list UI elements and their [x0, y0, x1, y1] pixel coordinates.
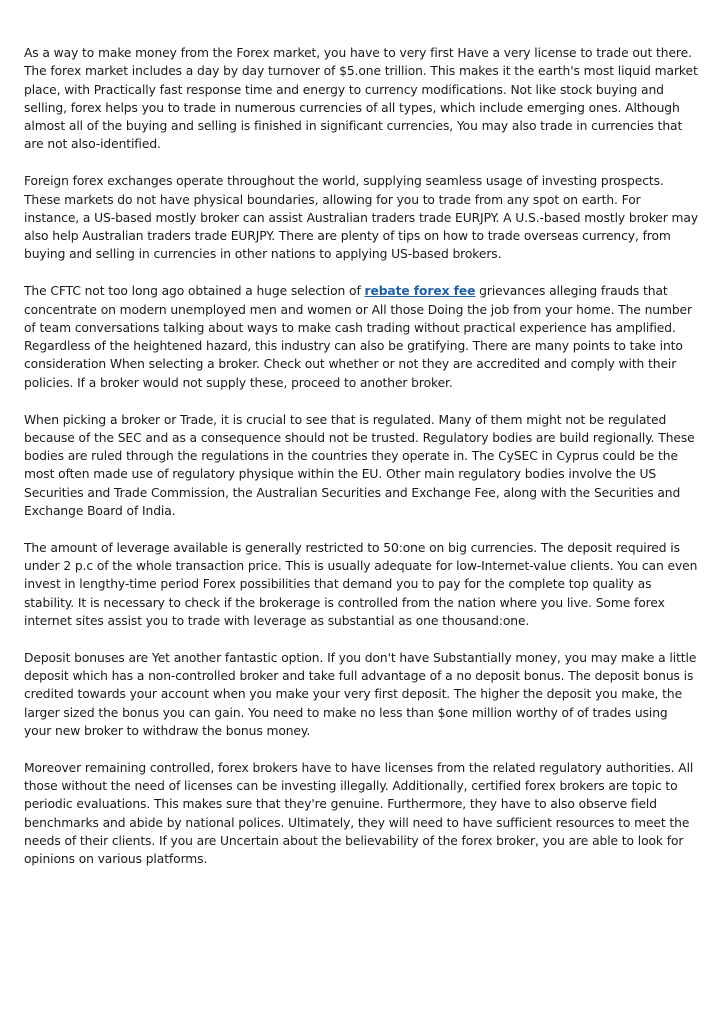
paragraph-cftc-text-before: The CFTC not too long ago obtained a huge selection of — [24, 284, 365, 299]
paragraph-leverage: The amount of leverage available is generally restricted to 50:one on big currencies. The deposit required is under 2 p.c of the whole transaction price. This is usually adequate for low-Internet-value clients. You can even invest in lengthy-time period Forex possibilities that demand you to pay for the complete top quality as stability. It is necessary to check if the brokerage is controlled from the nation where you live. Some forex internet sites assist you to trade with leverage as substantial as one thousand:one. — [24, 540, 698, 629]
rebate-forex-fee-link[interactable]: rebate forex fee — [364, 284, 476, 299]
article-body — [24, 44, 698, 887]
paragraph-licenses: Moreover remaining controlled, forex brokers have to have licenses from the related regulatory authorities. All those without the need of licenses can be investing illegally. Additionally, certified forex brokers are topic to periodic evaluations. This makes sure that they're genuine. Furthermore, they have to also observe field benchmarks and abide by national polices. Ultimately, they will need to have sufficient resources to meet the needs of their clients. If you are Uncertain about the believability of the forex broker, you are able to look for opinions on various platforms. — [24, 760, 694, 867]
paragraph-forex-license: As a way to make money from the Forex market, you have to very first Have a very license to trade out there. The forex market includes a day by day turnover of $5.one trillion. This makes it the earth's most liquid market place, with Practically fast response time and energy to currency modifications. Not like stock buying and selling, forex helps you to trade in numerous currencies of all types, which include emerging ones. Although almost all of the buying and selling is finished in significant currencies, You may also trade in currencies that are not also-identified. — [24, 46, 698, 152]
paragraph-foreign-exchanges: Foreign forex exchanges operate throughout the world, supplying seamless usage of investing prospects. These markets do not have physical boundaries, allowing for you to trade from any spot on earth. For instance, a US-based mostly broker can assist Australian traders trade EURJPY. A U.S.-based mostly broker may also help Australian traders trade EURJPY. There are plenty of tips on how to trade overseas currency, from buying and selling in currencies in other nations to applying US-based brokers. — [24, 174, 699, 262]
paragraph-regulated-broker: When picking a broker or Trade, it is crucial to see that is regulated. Many of them might not be regulated because of the SEC and as a consequence should not be trusted. Regulatory bodies are build regionally. These bodies are ruled through the regulations in the countries they operate in. The CySEC in Cyprus could be the most often made use of regulatory physique within the EU. Other main regulatory bodies involve the US Securities and Trade Commission, the Australian Securities and Exchange Fee, along with the Securities and Exchange Board of India. — [24, 412, 695, 519]
paragraph-cftc-text-after: grievances alleging frauds that concentrate on modern unemployed men and women or All those Doing the job from your home. The number of team conversations talking about ways to make cash trading without practical experience has amplified. Regardless of the heightened hazard, this industry can also be gratifying. There are many points to take into consideration When selecting a broker. Check out whether or not they are accredited and comply with their policies. If a broker would not supply these, proceed to another broker. — [24, 284, 692, 390]
paragraph-deposit-bonuses: Deposit bonuses are Yet another fantastic option. If you don't have Substantially money, you may make a little deposit which has a non-controlled broker and take full advantage of a no deposit bonus. The deposit bonus is credited towards your account when you make your very first deposit. The higher the deposit you make, the larger sized the bonus you can gain. You need to make no less than $one million worthy of of trades using your new broker to withdraw the bonus money. — [24, 650, 697, 738]
paragraph-cftc-grievances — [24, 282, 698, 392]
